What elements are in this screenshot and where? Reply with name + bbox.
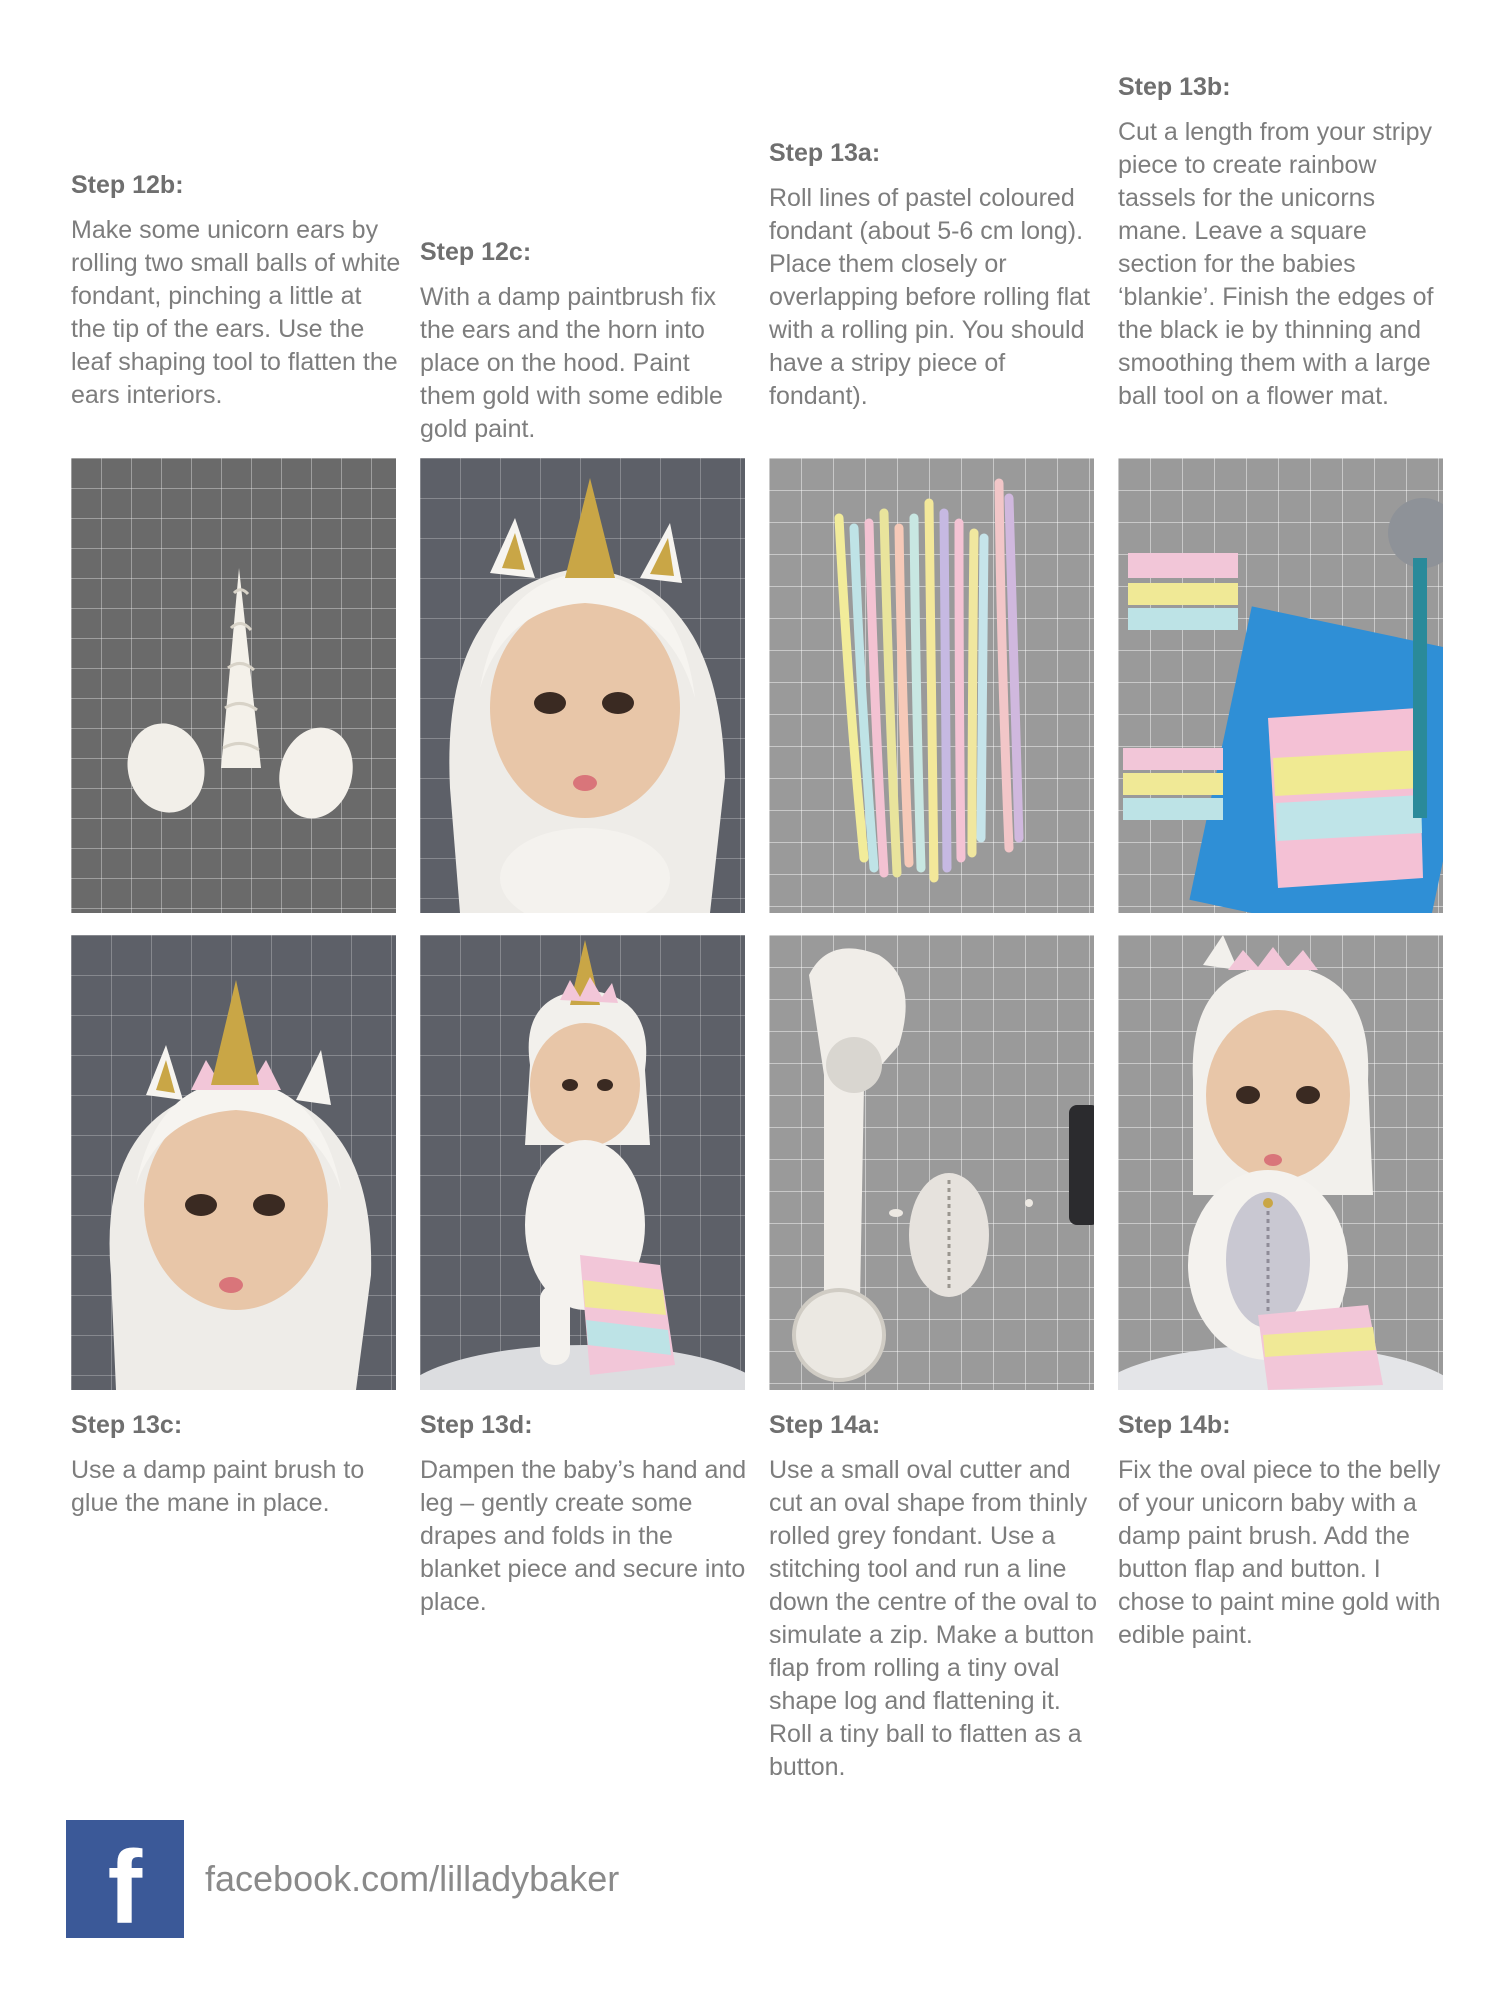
unicorn-baby-hood-illustration	[420, 458, 745, 913]
step-text: Use a small oval cutter and cut an oval shape from thinly rolled grey fondant. Use a stitching tool and run a line down the centre of the oval to simulate a zip. Make a button flap from rolling a tiny oval shape log and flattening it. Roll a tiny ball to flatten as a button.	[769, 1456, 1097, 1781]
step-title: Step 13b:	[1118, 73, 1231, 101]
step-text: With a damp paintbrush fix the ears and the horn into place on the hood. Paint them gold with some edible gold paint.	[420, 283, 723, 443]
step-title: Step 13a:	[769, 139, 881, 167]
step-13a	[769, 138, 1099, 413]
finished-unicorn-baby-illustration	[1118, 935, 1443, 1390]
photo-oval-and-stitching-tool	[769, 935, 1094, 1390]
photo-finished-unicorn-baby	[1118, 935, 1443, 1390]
step-title: Step 12c:	[420, 238, 532, 266]
photo-rainbow-tassels	[1118, 458, 1443, 913]
unicorn-mane-illustration	[71, 935, 396, 1390]
pastel-lines-illustration	[769, 458, 1094, 913]
step-title: Step 13c:	[71, 1411, 183, 1439]
step-title: Step 13d:	[420, 1411, 533, 1439]
step-14a	[769, 1410, 1099, 1784]
step-title: Step 14b:	[1118, 1411, 1231, 1439]
step-14b	[1118, 1410, 1448, 1652]
step-text: Roll lines of pastel coloured fondant (about 5-6 cm long). Place them closely or overlapping before rolling flat with a rolling pin. You should have a stripy piece of fondant).	[769, 184, 1091, 410]
unicorn-horn-ears-illustration	[71, 458, 396, 913]
photo-blanket-draped	[420, 935, 745, 1390]
photo-mane-in-place	[71, 935, 396, 1390]
step-title: Step 14a:	[769, 1411, 881, 1439]
step-13c	[71, 1410, 401, 1520]
rainbow-tassels-illustration	[1118, 458, 1443, 913]
step-text: Cut a length from your stripy piece to create rainbow tassels for the unicorns mane. Leave a square section for the babies ‘blankie’. Finish the edges of the black ie by thinning and smoothing them with a large ball tool on a flower mat.	[1118, 118, 1434, 410]
stitching-tool-illustration	[769, 935, 1094, 1390]
photo-ears-and-horn	[71, 458, 396, 913]
step-12b	[71, 170, 401, 412]
step-text: Fix the oval piece to the belly of your unicorn baby with a damp paint brush. Add the button flap and button. I chose to paint mine gold with edible paint.	[1118, 1456, 1441, 1649]
step-text: Make some unicorn ears by rolling two small balls of white fondant, pinching a little at the tip of the ears. Use the leaf shaping tool to flatten the ears interiors.	[71, 216, 401, 409]
step-text: Dampen the baby’s hand and leg – gently create some drapes and folds in the blanket piece and secure into place.	[420, 1456, 747, 1616]
step-12c	[420, 237, 750, 446]
facebook-icon[interactable]	[66, 1820, 184, 1946]
photo-pastel-fondant-lines	[769, 458, 1094, 913]
facebook-link[interactable]: facebook.com/lilladybaker	[205, 1858, 620, 1899]
step-13d	[420, 1410, 750, 1619]
step-title: Step 12b:	[71, 171, 184, 199]
step-text: Use a damp paint brush to glue the mane in place.	[71, 1456, 365, 1517]
step-13b	[1118, 72, 1448, 413]
unicorn-blanket-illustration	[420, 935, 745, 1390]
facebook-glyph: f	[107, 1830, 143, 1946]
photo-hood-with-ears	[420, 458, 745, 913]
